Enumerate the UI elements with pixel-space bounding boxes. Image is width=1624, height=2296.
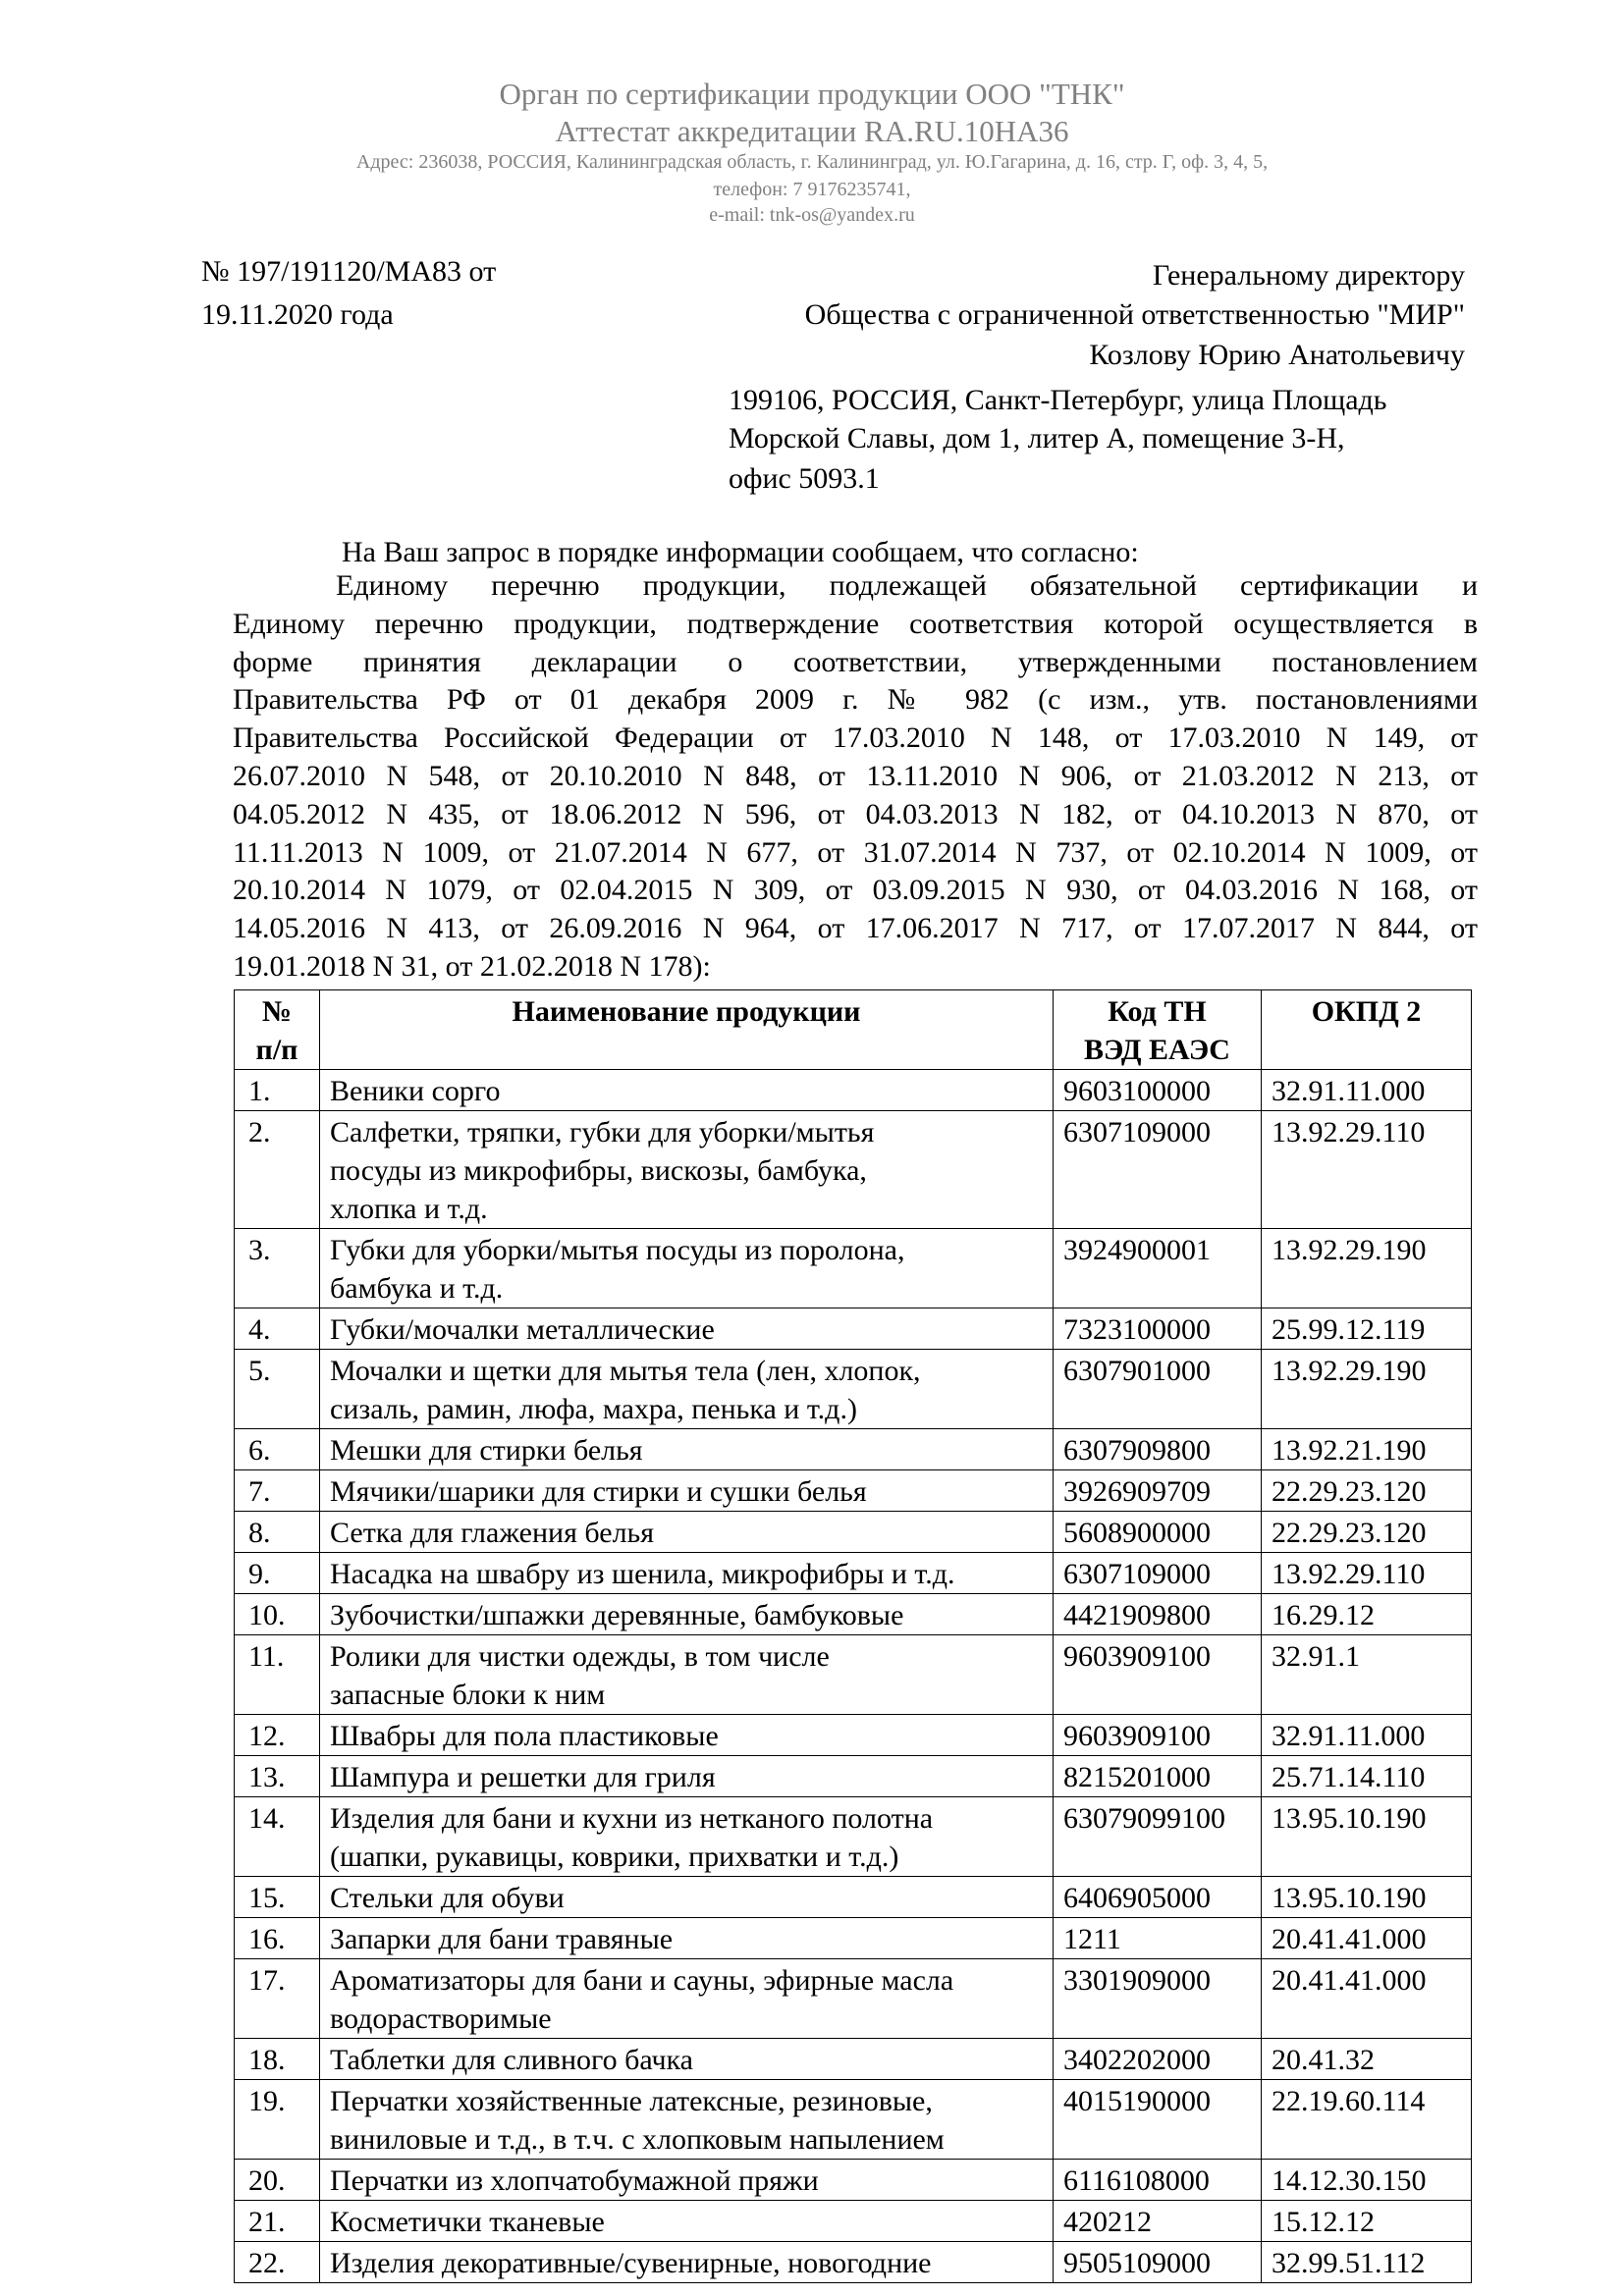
addressee-company: Общества с ограниченной ответственностью "МИР" xyxy=(804,298,1465,331)
cell-tnved-code: 9603909100 xyxy=(1054,1635,1262,1715)
cell-tnved-code: 6307109000 xyxy=(1054,1553,1262,1594)
cell-okpd-code: 13.92.29.190 xyxy=(1262,1350,1472,1429)
letterhead-org-name: Орган по сертификации продукции ООО "ТНК" xyxy=(499,77,1125,111)
header-tnved-line1: Код ТН xyxy=(1108,995,1207,1028)
cell-tnved-code: 8215201000 xyxy=(1054,1756,1262,1797)
table-row xyxy=(235,2080,1472,2160)
cell-tnved-code: 5608900000 xyxy=(1054,1512,1262,1553)
product-name-line: (шапки, рукавицы, коврики, прихватки и т.д.) xyxy=(330,1841,899,1873)
product-name-line: сизаль, рамин, люфа, махра, пенька и т.д.) xyxy=(330,1393,857,1425)
letterhead-accreditation: Аттестат аккредитации RA.RU.10НА36 xyxy=(555,114,1069,148)
product-name-line: Мешки для стирки белья xyxy=(330,1434,643,1467)
header-tnved-line2: ВЭД ЕАЭС xyxy=(1084,1034,1230,1066)
cell-number: 7. xyxy=(235,1470,320,1512)
body-line: 11.11.2013 N 1009, от 21.07.2014 N 677, от 31.07.2014 N 737, от 02.10.2014 N 1009, от xyxy=(233,835,1478,869)
cell-okpd-code: 13.95.10.190 xyxy=(1262,1877,1472,1918)
letterhead-phone: телефон: 7 9176235741, xyxy=(713,179,911,200)
body-line: Единому перечню продукции, подлежащей обязательной сертификации и xyxy=(336,569,1478,602)
cell-tnved-code: 6406905000 xyxy=(1054,1877,1262,1918)
cell-number: 3. xyxy=(235,1229,320,1308)
cell-product-name xyxy=(320,1594,1054,1635)
table-row xyxy=(235,2242,1472,2283)
addressee-position: Генеральному директору xyxy=(1152,259,1465,292)
body-line: 26.07.2010 N 548, от 20.10.2010 N 848, от 13.11.2010 N 906, от 21.03.2012 N 213, от xyxy=(233,759,1478,792)
table-row xyxy=(235,1512,1472,1553)
cell-okpd-code: 13.92.29.110 xyxy=(1262,1111,1472,1229)
cell-number: 10. xyxy=(235,1594,320,1635)
cell-okpd-code: 32.91.11.000 xyxy=(1262,1715,1472,1756)
cell-product-name xyxy=(320,1553,1054,1594)
cell-tnved-code: 4421909800 xyxy=(1054,1594,1262,1635)
table-row xyxy=(235,1229,1472,1308)
cell-tnved-code: 6307901000 xyxy=(1054,1350,1262,1429)
product-name-line: Мячики/шарики для стирки и сушки белья xyxy=(330,1475,867,1508)
cell-tnved-code: 6307109000 xyxy=(1054,1111,1262,1229)
cell-number: 11. xyxy=(235,1635,320,1715)
product-name-line: Веники сорго xyxy=(330,1075,501,1107)
cell-product-name xyxy=(320,1918,1054,1959)
cell-okpd-code: 25.99.12.119 xyxy=(1262,1308,1472,1350)
cell-product-name xyxy=(320,1070,1054,1111)
body-line: 04.05.2012 N 435, от 18.06.2012 N 596, от 04.03.2013 N 182, от 04.10.2013 N 870, от xyxy=(233,797,1478,830)
cell-tnved-code: 6116108000 xyxy=(1054,2160,1262,2201)
cell-tnved-code: 7323100000 xyxy=(1054,1308,1262,1350)
cell-tnved-code: 3402202000 xyxy=(1054,2039,1262,2080)
header-product-name: Наименование продукции xyxy=(320,990,1054,1070)
product-name-line: водорастворимые xyxy=(330,2002,552,2035)
product-name-line: Ароматизаторы для бани и сауны, эфирные масла xyxy=(330,1964,954,1997)
addressee-address-line3: офис 5093.1 xyxy=(729,462,880,495)
product-name-line: посуды из микрофибры, вискозы, бамбука, xyxy=(330,1154,867,1187)
cell-number: 14. xyxy=(235,1797,320,1877)
product-name-line: Губки/мочалки металлические xyxy=(330,1313,715,1346)
table-row xyxy=(235,1553,1472,1594)
cell-okpd-code: 13.92.21.190 xyxy=(1262,1429,1472,1470)
cell-product-name xyxy=(320,1877,1054,1918)
table-row xyxy=(235,1877,1472,1918)
product-name-line: Таблетки для сливного бачка xyxy=(330,2044,693,2076)
cell-okpd-code: 32.99.51.112 xyxy=(1262,2242,1472,2283)
table-row xyxy=(235,2201,1472,2242)
body-line: Единому перечню продукции, подтверждение соответствия которой осуществляется в xyxy=(233,607,1478,640)
cell-number: 17. xyxy=(235,1959,320,2039)
product-name-line: Ролики для чистки одежды, в том числе xyxy=(330,1640,830,1673)
cell-number: 19. xyxy=(235,2080,320,2160)
cell-okpd-code: 13.95.10.190 xyxy=(1262,1797,1472,1877)
product-name-line: Запарки для бани травяные xyxy=(330,1923,674,1955)
cell-okpd-code: 20.41.32 xyxy=(1262,2039,1472,2080)
cell-okpd-code: 20.41.41.000 xyxy=(1262,1918,1472,1959)
cell-product-name xyxy=(320,1635,1054,1715)
product-name-line: бамбука и т.д. xyxy=(330,1272,504,1305)
body-line: Правительства РФ от 01 декабря 2009 г. № 982 (с изм., утв. постановлениями xyxy=(233,683,1478,717)
cell-tnved-code: 420212 xyxy=(1054,2201,1262,2242)
table-header-row xyxy=(235,990,1472,1070)
product-name-line: Губки для уборки/мытья посуды из поролона, xyxy=(330,1234,905,1266)
product-name-line: Изделия для бани и кухни из нетканого полотна xyxy=(330,1802,934,1835)
cell-product-name xyxy=(320,2201,1054,2242)
product-name-line: виниловые и т.д., в т.ч. с хлопковым напылением xyxy=(330,2123,945,2156)
cell-tnved-code: 6307909800 xyxy=(1054,1429,1262,1470)
cell-okpd-code: 22.29.23.120 xyxy=(1262,1470,1472,1512)
cell-tnved-code: 4015190000 xyxy=(1054,2080,1262,2160)
addressee-address-line1: 199106, РОССИЯ, Санкт-Петербург, улица Площадь xyxy=(729,384,1387,416)
product-name-line: Зубочистки/шпажки деревянные, бамбуковые xyxy=(330,1599,904,1631)
cell-number: 13. xyxy=(235,1756,320,1797)
cell-product-name xyxy=(320,1470,1054,1512)
header-number-line1: № xyxy=(261,995,293,1028)
products-table xyxy=(234,989,1472,2283)
product-name-line: Перчатки из хлопчатобумажной пряжи xyxy=(330,2164,819,2197)
cell-product-name xyxy=(320,1797,1054,1877)
body-line: форме принятия декларации о соответствии, утвержденными постановлением xyxy=(233,645,1478,678)
cell-number: 18. xyxy=(235,2039,320,2080)
cell-product-name xyxy=(320,2242,1054,2283)
cell-number: 1. xyxy=(235,1070,320,1111)
reference-date: 19.11.2020 года xyxy=(201,298,394,331)
cell-tnved-code: 3924900001 xyxy=(1054,1229,1262,1308)
cell-product-name xyxy=(320,1756,1054,1797)
product-name-line: Стельки для обуви xyxy=(330,1882,565,1914)
product-name-line: Швабры для пола пластиковые xyxy=(330,1720,719,1752)
cell-okpd-code: 20.41.41.000 xyxy=(1262,1959,1472,2039)
cell-tnved-code: 63079099100 xyxy=(1054,1797,1262,1877)
cell-okpd-code: 32.91.1 xyxy=(1262,1635,1472,1715)
cell-product-name xyxy=(320,2160,1054,2201)
body-line: 20.10.2014 N 1079, от 02.04.2015 N 309, от 03.09.2015 N 930, от 04.03.2016 N 168, от xyxy=(233,874,1478,907)
body-line: 19.01.2018 N 31, от 21.02.2018 N 178): xyxy=(233,949,711,983)
header-number xyxy=(235,990,320,1070)
cell-product-name xyxy=(320,1512,1054,1553)
cell-number: 2. xyxy=(235,1111,320,1229)
body-line: Правительства Российской Федерации от 17.03.2010 N 148, от 17.03.2010 N 149, от xyxy=(233,721,1478,755)
product-name-line: Мочалки и щетки для мытья тела (лен, хлопок, xyxy=(330,1355,921,1387)
product-name-line: Шампура и решетки для гриля xyxy=(330,1761,716,1793)
product-name-line: Изделия декоративные/сувенирные, новогодние xyxy=(330,2247,932,2279)
table-row xyxy=(235,1756,1472,1797)
cell-okpd-code: 22.29.23.120 xyxy=(1262,1512,1472,1553)
addressee-person: Козлову Юрию Анатольевичу xyxy=(1089,339,1465,371)
cell-okpd-code: 15.12.12 xyxy=(1262,2201,1472,2242)
cell-okpd-code: 14.12.30.150 xyxy=(1262,2160,1472,2201)
table-row xyxy=(235,1070,1472,1111)
table-row xyxy=(235,1111,1472,1229)
cell-okpd-code: 13.92.29.190 xyxy=(1262,1229,1472,1308)
body-intro: На Ваш запрос в порядке информации сообщаем, что согласно: xyxy=(342,536,1139,568)
cell-number: 9. xyxy=(235,1553,320,1594)
cell-tnved-code: 3926909709 xyxy=(1054,1470,1262,1512)
header-okpd: ОКПД 2 xyxy=(1262,990,1472,1070)
header-tnved xyxy=(1054,990,1262,1070)
cell-tnved-code: 9603100000 xyxy=(1054,1070,1262,1111)
table-row xyxy=(235,1470,1472,1512)
body-line: 14.05.2016 N 413, от 26.09.2016 N 964, от 17.06.2017 N 717, от 17.07.2017 N 844, от xyxy=(233,912,1478,945)
cell-okpd-code: 25.71.14.110 xyxy=(1262,1756,1472,1797)
cell-tnved-code: 9505109000 xyxy=(1054,2242,1262,2283)
table-row xyxy=(235,1429,1472,1470)
cell-number: 22. xyxy=(235,2242,320,2283)
product-name-line: хлопка и т.д. xyxy=(330,1193,488,1225)
cell-number: 6. xyxy=(235,1429,320,1470)
header-number-line2: п/п xyxy=(255,1034,298,1066)
table-row xyxy=(235,1959,1472,2039)
cell-number: 20. xyxy=(235,2160,320,2201)
product-name-line: Косметички тканевые xyxy=(330,2206,605,2238)
table-row xyxy=(235,1635,1472,1715)
cell-product-name xyxy=(320,2080,1054,2160)
product-name-line: Насадка на швабру из шенила, микрофибры и т.д. xyxy=(330,1558,955,1590)
product-name-line: Перчатки хозяйственные латексные, резиновые, xyxy=(330,2085,933,2117)
product-name-line: Салфетки, тряпки, губки для уборки/мытья xyxy=(330,1116,875,1148)
table-row xyxy=(235,2039,1472,2080)
table-row xyxy=(235,1350,1472,1429)
product-name-line: запасные блоки к ним xyxy=(330,1679,606,1711)
addressee-address-line2: Морской Славы, дом 1, литер А, помещение 3-Н, xyxy=(729,422,1345,454)
table-row xyxy=(235,2160,1472,2201)
cell-tnved-code: 1211 xyxy=(1054,1918,1262,1959)
cell-tnved-code: 9603909100 xyxy=(1054,1715,1262,1756)
letterhead-email: e-mail: tnk-os@yandex.ru xyxy=(709,204,915,226)
cell-tnved-code: 3301909000 xyxy=(1054,1959,1262,2039)
table-row xyxy=(235,1715,1472,1756)
cell-okpd-code: 22.19.60.114 xyxy=(1262,2080,1472,2160)
cell-product-name xyxy=(320,1959,1054,2039)
cell-product-name xyxy=(320,1429,1054,1470)
cell-okpd-code: 32.91.11.000 xyxy=(1262,1070,1472,1111)
table-row xyxy=(235,1918,1472,1959)
cell-okpd-code: 13.92.29.110 xyxy=(1262,1553,1472,1594)
cell-number: 5. xyxy=(235,1350,320,1429)
cell-product-name xyxy=(320,1111,1054,1229)
table-row xyxy=(235,1308,1472,1350)
table-body xyxy=(235,1070,1472,2283)
cell-number: 16. xyxy=(235,1918,320,1959)
cell-number: 21. xyxy=(235,2201,320,2242)
cell-number: 8. xyxy=(235,1512,320,1553)
reference-number: № 197/191120/МА83 от xyxy=(201,255,497,288)
cell-number: 4. xyxy=(235,1308,320,1350)
cell-product-name xyxy=(320,1715,1054,1756)
cell-number: 15. xyxy=(235,1877,320,1918)
product-name-line: Сетка для глажения белья xyxy=(330,1517,655,1549)
table-row xyxy=(235,1797,1472,1877)
cell-product-name xyxy=(320,1308,1054,1350)
cell-product-name xyxy=(320,1350,1054,1429)
table-row xyxy=(235,1594,1472,1635)
cell-number: 12. xyxy=(235,1715,320,1756)
cell-product-name xyxy=(320,2039,1054,2080)
body-paragraph xyxy=(233,567,1478,987)
cell-product-name xyxy=(320,1229,1054,1308)
cell-okpd-code: 16.29.12 xyxy=(1262,1594,1472,1635)
letterhead-address: Адрес: 236038, РОССИЯ, Калининградская область, г. Калининград, ул. Ю.Гагарина, д. 16, стр. Г, оф. 3, 4, 5, xyxy=(355,151,1269,173)
